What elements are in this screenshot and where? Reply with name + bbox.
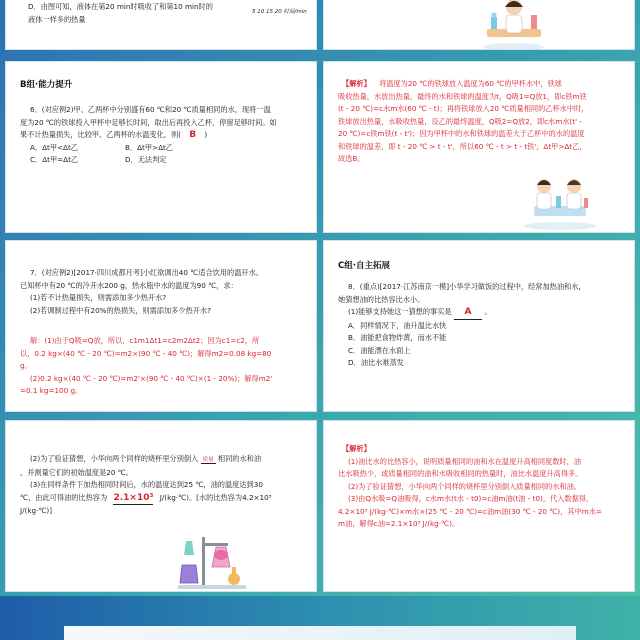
q8-part3-line2 (20, 492, 312, 506)
q8-part2-line1 (20, 453, 312, 467)
analysis-q6-line3: (t - 20 ℃)=c水m水(60 ℃ - t)；再将铁球放入20 ℃质量相同的乙杯水中时， (338, 104, 589, 113)
analysis-q6-line4: 铁球放出热量，水吸收热量，设乙的最终温度，Q吸2=Q放2，即c水m水(t' - (338, 116, 582, 126)
q7-solution1-line1: 解：(1)由于Q吸=Q放，所以，c1m1Δt1=c2m2Δt2；因为c1=c2，所 (30, 336, 260, 345)
student-experiment-illustration (479, 0, 549, 50)
analysis-tag: 【解析】 (342, 79, 371, 88)
q7-solution2-line1: (2)0.2 kg×(40 ℃ - 20 ℃)=m2'×(90 ℃ - 40 ℃)×(1 - 20%)；解得m2' (30, 373, 273, 383)
card-analysis-q8 (323, 420, 635, 592)
card-q8-continued (5, 420, 317, 592)
q8-part3-answer: 2.1×10³ (113, 492, 153, 506)
q8-option-c: C．油能漂在水面上 (348, 345, 411, 355)
analysis-q6-line6: 和铁球的温差，即 t - 20 ℃ > t - t'，所以60 ℃ - t > t - t铁'，Δt甲>Δt乙， (338, 141, 587, 151)
analysis-q8-line4: (3)由Q水吸=Q油吸得，c水m水(t水 - t0)=c油m油(t油 - t0)，代入数据得， (348, 494, 594, 503)
q6-options-row1 (20, 142, 312, 155)
q8-part2-text-end: 相同的水和油 (217, 454, 262, 463)
analysis-q8-line5: 4.2×10³ J/(kg·℃)×m水×(25 ℃ - 20 ℃)=c油m油(30 ℃ - 20 ℃)，其中m水= (338, 506, 602, 516)
analysis-q6-line1 (338, 78, 630, 91)
q7-line3: (1)若不计热量损失，则需添加多少热开水? (30, 293, 167, 302)
analysis-q8-line2: 比水吸热少，或质量相同的油和水吸收相同的热量时，油比水温度升高得多。 (338, 469, 583, 478)
q8-option-d: D．油比水难蒸发 (348, 358, 404, 367)
q6-answer: B (189, 130, 197, 140)
q6-option-c: C．Δt甲=Δt乙 (30, 155, 79, 164)
q7-line1: 7．(对应例2)[2017·四川成都月考]小红欲调出40 ℃适合饮用的温开水。 (30, 268, 263, 277)
q8-line3-end: 。 (484, 307, 492, 316)
q7-solution1-line3: g。 (20, 361, 32, 370)
lab-flasks-illustration (172, 521, 252, 591)
analysis-q6-line5: 20 ℃)=c铁m铁(t - t')；因为甲杯中的水和铁球的温差大于乙杯中的水的温度 (338, 129, 585, 138)
q7-line2: 已知杯中有20 ℃的冷开水200 g，热水瓶中水的温度为90 ℃，求： (20, 280, 238, 290)
q8-answer: A (454, 306, 482, 320)
q8-line3 (338, 306, 630, 320)
analysis-q8-tag: 【解析】 (342, 444, 371, 453)
scientists-illustration (520, 172, 600, 230)
q8-part2-text: (2)为了验证猜想，小华向两个同样的烧杯里分别倒入 (30, 454, 199, 463)
q6-line3 (20, 129, 312, 142)
card-q7 (5, 240, 317, 412)
q8-part3-text: ℃，由此可得油的比热容为 (20, 492, 108, 502)
q8-option-b: B．油能把食物炸黄，而水不能 (348, 333, 447, 342)
q8-part2-line2: ，并测量它们的初始温度是20 ℃。 (20, 467, 133, 477)
option-d-line2: 液体一样多的热量 (28, 14, 86, 24)
bottom-slide-card (64, 626, 576, 640)
analysis-q8-line3: (2)为了验证猜想，小华向两个同样的烧杯里分别倒入质量相同的水和油。 (348, 481, 581, 491)
q8-part3-line3: J/(kg·℃)] (20, 506, 53, 515)
card-c-group (323, 240, 635, 412)
q6-option-b: B．Δt甲>Δt乙 (125, 142, 173, 152)
q7-solution1-line2: 以，0.2 kg×(40 ℃ - 20 ℃)=m2×(90 ℃ - 40 ℃)；解得m2=0.08 kg=80 (20, 348, 272, 358)
q8-option-a: A．同样情况下，油升温比水快 (348, 320, 447, 330)
card-top-left (5, 0, 317, 50)
q6-line2: 度为20 ℃的铁球投入甲杯中足够长时间，取出后再投入乙杯，停留足够时间。如 (20, 117, 277, 127)
q8-line1: 8．(重点)[2017·江苏南京一模]小华学习做饭的过程中，经常加热油和水， (348, 282, 586, 291)
card-analysis-q6 (323, 61, 635, 233)
q8-part3-text-end: J/(kg·℃)。[水的比热容为4.2×10³ (159, 492, 272, 502)
q6-options-row2 (20, 154, 312, 167)
analysis-q8-line6: m油，解得c油=2.1×10³ J/(kg·℃)。 (338, 519, 460, 528)
analysis-q6-line7: 故选B。 (338, 154, 365, 163)
q7-line4: (2)若调制过程中有20%的热损失，则需添加多少热开水? (30, 305, 211, 315)
section-title-b: B组·能力提升 (20, 80, 73, 90)
section-title-c: C组·自主拓展 (338, 261, 390, 271)
q6-line3-text: 果不计热量损失，比较甲、乙两杯的水温变化，则( (20, 130, 181, 139)
analysis-q8-line1: (1)油比水的比热容小，说明质量相同的油和水在温度升高相同度数时，油 (348, 456, 581, 466)
card-b-group (5, 61, 317, 233)
q6-option-d: D．无法判定 (125, 155, 167, 164)
q8-part2-blank: 质量 (202, 457, 214, 463)
card-top-right (323, 0, 635, 50)
q8-line2: 她猜想油的比热容比水小。 (338, 294, 425, 304)
analysis-q6-line2: 吸收热量，水放出热量，最终的水和铁球的温度为t，Q吸1=Q放1，即c铁m铁 (338, 91, 587, 101)
q6-option-a: A．Δt甲<Δt乙 (30, 142, 78, 152)
analysis-q6-line1-text: 将温度为20 ℃的铁球放入温度为60 ℃的甲杯水中，铁球 (379, 79, 562, 88)
axis-ticks: 5 10 15 20 时间/min (252, 9, 307, 15)
option-d-line1: D．由图可知，液体在第20 min时吸收了和第10 min时的 (28, 2, 213, 11)
q8-line3-text: (1)能够支持她这一猜想的事实是 (348, 307, 452, 316)
q7-solution2-line2: =0.1 kg=100 g。 (20, 386, 83, 395)
q6-line1: 6．(对应例2)甲、乙两杯中分别盛有60 ℃和20 ℃质量相同的水，现将一温 (30, 105, 271, 114)
q8-part3-line1: (3)在同样条件下加热相同时间后，水的温度达到25 ℃，油的温度达到30 (30, 480, 263, 489)
q6-close: ) (204, 130, 208, 139)
